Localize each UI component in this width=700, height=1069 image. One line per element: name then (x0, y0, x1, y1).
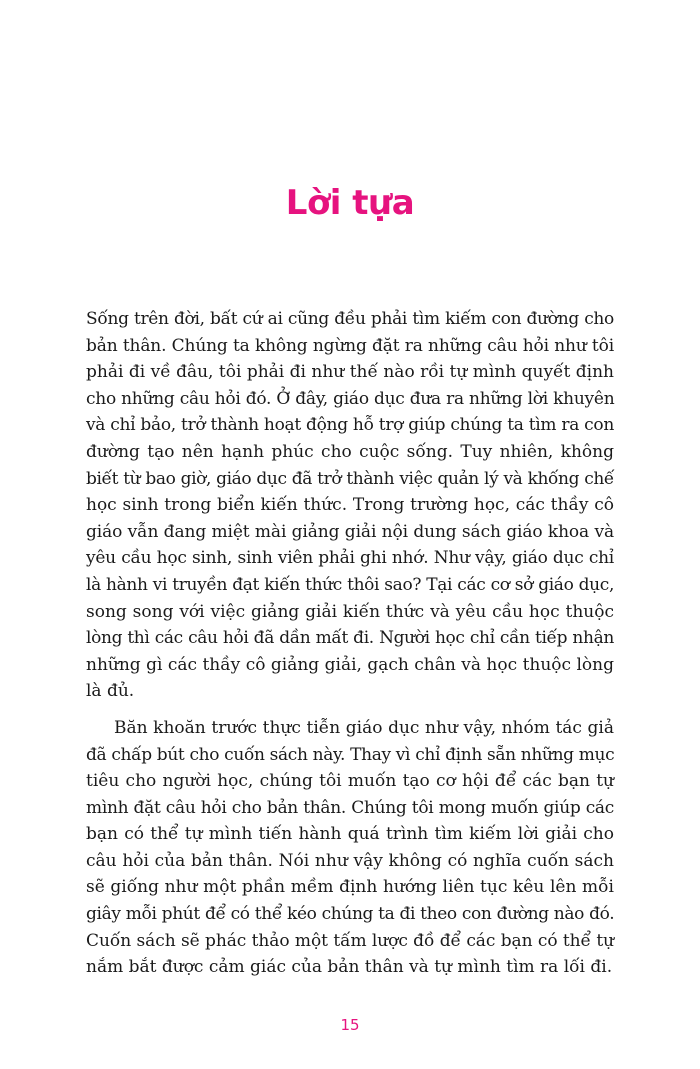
text-line: câu hỏi của bản thân. Nói như vậy không có nghĩa cuốn sách (86, 850, 614, 871)
text-line: Sống trên đời, bất cứ ai cũng đều phải tìm kiếm con đường cho (86, 309, 614, 329)
text-line: phải đi về đâu, tôi phải đi như thế nào rồi tự mình quyết định (86, 362, 614, 383)
text-line: học sinh trong biển kiến thức. Trong trường học, các thầy cô (86, 495, 614, 516)
text-line: Cuốn sách sẽ phác thảo một tấm lược đồ để các bạn có thể tự (86, 930, 615, 951)
paragraph-2 (86, 715, 614, 981)
body-text (86, 306, 614, 981)
page-title: Lời tựa (285, 183, 415, 223)
text-line: biết từ bao giờ, giáo dục đã trở thành việc quản lý và khống chế (86, 468, 614, 489)
text-line: những gì các thầy cô giảng giải, gạch chân và học thuộc lòng (86, 654, 614, 675)
text-line: mình đặt câu hỏi cho bản thân. Chúng tôi mong muốn giúp các (86, 797, 614, 818)
text-line: song song với việc giảng giải kiến thức và yêu cầu học thuộc (86, 601, 614, 622)
text-line: nắm bắt được cảm giác của bản thân và tự mình tìm ra lối đi. (86, 957, 613, 978)
text-line: tiêu cho người học, chúng tôi muốn tạo cơ hội để các bạn tự (86, 771, 614, 792)
text-line: đã chấp bút cho cuốn sách này. Thay vì chỉ định sẵn những mục (86, 744, 615, 765)
text-line: đường tạo nên hạnh phúc cho cuộc sống. Tuy nhiên, không (86, 441, 614, 462)
text-line: giây mỗi phút để có thể kéo chúng ta đi theo con đường nào đó. (86, 904, 615, 925)
text-line: sẽ giống như một phần mềm định hướng liên tục kêu lên mỗi (86, 877, 614, 898)
text-line: và chỉ bảo, trở thành hoạt động hỗ trợ giúp chúng ta tìm ra con (86, 415, 614, 436)
page-number: 15 (340, 1016, 360, 1034)
paragraph-1 (86, 306, 614, 705)
text-line: lòng thì các câu hỏi đã dần mất đi. Người học chỉ cần tiếp nhận (86, 628, 614, 649)
text-line: yêu cầu học sinh, sinh viên phải ghi nhớ. Như vậy, giáo dục chỉ (86, 548, 614, 569)
text-line: là đủ. (86, 681, 135, 702)
text-line: Băn khoăn trước thực tiễn giáo dục như vậy, nhóm tác giả (114, 717, 614, 738)
text-line: cho những câu hỏi đó. Ở đây, giáo dục đưa ra những lời khuyên (86, 388, 615, 409)
text-line: là hành vi truyền đạt kiến thức thôi sao? Tại các cơ sở giáo dục, (86, 574, 614, 595)
text-line: bản thân. Chúng ta không ngừng đặt ra những câu hỏi như tôi (86, 335, 614, 356)
text-line: giáo vẫn đang miệt mài giảng giải nội dung sách giáo khoa và (86, 521, 614, 542)
text-line: bạn có thể tự mình tiến hành quá trình tìm kiếm lời giải cho (86, 824, 614, 845)
